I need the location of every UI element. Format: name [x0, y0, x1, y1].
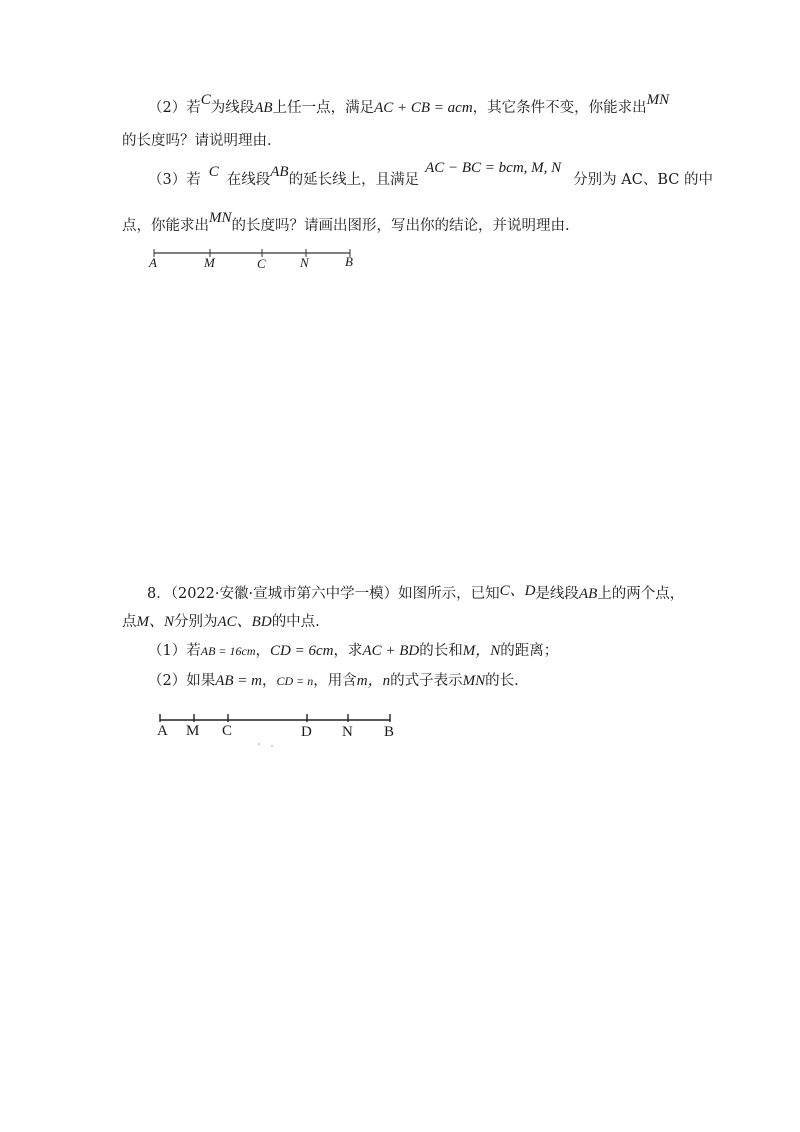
- q8-vars-cd: C、D: [499, 583, 536, 599]
- q8-part2-ab: AB = m: [215, 673, 263, 689]
- q8-part1-cd: CD = 6cm: [269, 643, 334, 659]
- q8-part1-ab: AB = 16cm: [200, 644, 256, 658]
- q8-part2-mn: m，n: [356, 673, 391, 689]
- q8-line1-a: 8．（2022·安徽·宣城市第六中学一模）如图所示，已知: [147, 586, 500, 602]
- q7-fig-label-a: A: [149, 255, 157, 270]
- q7-part3-line1: [148, 160, 713, 190]
- q7-part3-mid3: 分别为 AC、BC 的中: [573, 172, 713, 188]
- q8-line1-b: 是线段: [535, 586, 579, 602]
- q7-part2-mid2: 上任一点，满足: [272, 100, 375, 116]
- q8-part1: [148, 641, 558, 661]
- q7-part2-line2: 的长度吗？请说明理由.: [122, 133, 272, 149]
- q8-part1-prefix: （1）若: [148, 643, 201, 659]
- q8-line2: [122, 612, 320, 632]
- q7-part2-expr: AC + CB = acm: [374, 100, 473, 116]
- q8-part1-sep: ，: [255, 643, 270, 659]
- q8-vars-mn: M、N: [136, 614, 175, 630]
- q8-fig-label-m: M: [186, 723, 200, 739]
- q8-fig-label-b: B: [384, 724, 395, 740]
- q7-part2-var-ab: AB: [254, 100, 273, 116]
- q7-part2-line1: [148, 92, 670, 118]
- q8-part2-sep: ，: [262, 673, 277, 689]
- q7-fig-label-b: B: [345, 254, 353, 269]
- q8-part1-suffix: 的距离；: [500, 643, 559, 659]
- q7-part2-mid3: ，其它条件不变，你能求出: [472, 100, 647, 116]
- q8-var-ab: AB: [578, 586, 598, 602]
- q8-part1-mn: M，N: [462, 643, 501, 659]
- q7-part3-line2: [122, 210, 570, 236]
- q8-line2-c: 的中点.: [271, 614, 320, 630]
- q8-part2-mid: ，用含: [313, 673, 357, 689]
- q7-figure-segment: [150, 246, 360, 260]
- q8-fig-label-d: D: [301, 724, 312, 740]
- q7-part3-mid1: 在线段: [226, 172, 271, 188]
- q7-part3-expr: AC − BC = bcm, M, N: [425, 160, 562, 176]
- q7-part3-var-ab: AB: [270, 164, 289, 180]
- q8-part2-var-mn: MN: [462, 673, 486, 689]
- q7-part3-prefix: （3）若: [148, 172, 201, 188]
- q8-line2-a: 点: [122, 614, 137, 630]
- q7-part2-mid1: 为线段: [210, 100, 255, 116]
- q7-part3-var-c: C: [208, 164, 219, 180]
- q8-part1-mid: ，求: [333, 643, 363, 659]
- q7-part3-mid2: 的延长线上，且满足: [288, 172, 420, 188]
- q7-part2-var-c: C: [200, 92, 211, 108]
- q8-vars-acbd: AC、BD: [217, 614, 272, 630]
- q8-line1: [147, 584, 684, 604]
- q7-fig-label-m: M: [204, 255, 215, 270]
- q8-part2-suffix: 的长.: [485, 673, 519, 689]
- q8-part2-mid2: 的式子表示: [390, 673, 463, 689]
- q8-part1-mid2: 的长和: [419, 643, 463, 659]
- q7-part3-line2-a: 点，你能求出: [122, 218, 209, 234]
- q7-part2-var-mn: MN: [646, 92, 670, 108]
- q7-part2-prefix: （2）若: [148, 100, 201, 116]
- q8-part1-expr: AC + BD: [362, 643, 420, 659]
- q8-line1-c: 上的两个点，: [597, 586, 685, 602]
- q8-line2-b: 分别为: [174, 614, 218, 630]
- q8-fig-label-n: N: [342, 724, 353, 740]
- q7-part3-var-mn: MN: [209, 210, 232, 226]
- q8-part2-prefix: （2）如果: [148, 673, 216, 689]
- q8-part2-cd: CD = n: [276, 674, 314, 688]
- q7-part3-line2-b: 的长度吗？请画出图形，写出你的结论，并说明理由.: [231, 218, 570, 234]
- q8-part2: [148, 671, 519, 691]
- q8-fig-label-a: A: [157, 723, 168, 739]
- q7-fig-label-n: N: [300, 255, 309, 270]
- q7-fig-label-c: C: [257, 256, 266, 271]
- q8-fig-label-c: C: [222, 723, 233, 739]
